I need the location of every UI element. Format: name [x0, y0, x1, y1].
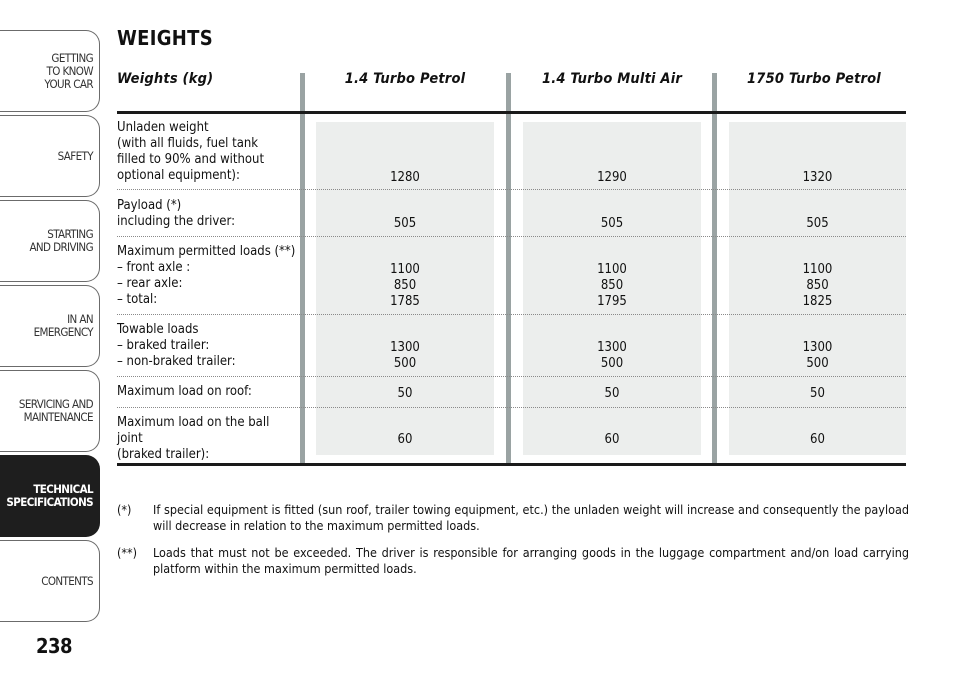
tab-in-an-emergency[interactable]: IN AN EMERGENCY	[0, 285, 100, 367]
value-max-loads-1750-turbo-petrol: 1100 850 1825	[802, 262, 833, 309]
header-1750-turbo-petrol: 1750 Turbo Petrol	[747, 71, 881, 87]
tab-contents[interactable]: CONTENTS	[0, 540, 100, 622]
value-max-loads-1-4-turbo-multi-air: 1100 850 1795	[597, 262, 627, 309]
value-ball-joint-1750-turbo-petrol: 60	[810, 432, 825, 447]
footnote-1	[117, 502, 909, 534]
value-unladen-weight-1750-turbo-petrol: 1320	[802, 170, 833, 185]
value-ball-joint-1-4-turbo-petrol: 60	[397, 432, 413, 447]
value-roof-1750-turbo-petrol: 50	[810, 386, 825, 401]
table-bottom-rule	[117, 463, 906, 466]
value-unladen-weight-1-4-turbo-multi-air: 1290	[597, 170, 627, 185]
footnote-2-mark: (**)	[117, 545, 138, 560]
page-number: 238	[36, 634, 73, 658]
header-1-4-turbo-petrol: 1.4 Turbo Petrol	[344, 71, 466, 87]
footnote-1-mark: (*)	[117, 502, 132, 517]
row-label-max-load-roof: Maximum load on roof:	[117, 384, 252, 399]
footnote-1-text: If special equipment is fitted (sun roof, trailer towing equipment, etc.) the unladen weight will increase and consequently the payload will decrease in relation to the maximum permitted loads.	[153, 502, 909, 533]
row-label-payload: Payload (*) including the driver:	[117, 198, 236, 229]
header-weights: Weights (kg)	[117, 71, 214, 87]
value-payload-1-4-turbo-multi-air: 505	[600, 216, 624, 231]
tab-technical-specifications[interactable]: TECHNICAL SPECIFICATIONS	[0, 455, 100, 537]
tab-servicing-and-maintenance[interactable]: SERVICING AND MAINTENANCE	[0, 370, 100, 452]
row-label-max-load-ball-joint: Maximum load on the ball joint (braked trailer):	[117, 415, 270, 462]
row-label-towable-loads: Towable loads – braked trailer: – non-braked trailer:	[117, 322, 236, 369]
footnote-2	[117, 545, 909, 577]
row-label-unladen-weight: Unladen weight (with all fluids, fuel tank filled to 90% and without optional equipment):	[117, 120, 265, 183]
row-separator	[117, 236, 906, 237]
value-ball-joint-1-4-turbo-multi-air: 60	[604, 432, 620, 447]
row-separator	[117, 314, 906, 315]
tab-getting-to-know-your-car[interactable]: GETTING TO KNOW YOUR CAR	[0, 30, 100, 112]
value-payload-1750-turbo-petrol: 505	[806, 216, 829, 231]
table-top-rule	[117, 111, 906, 114]
row-separator	[117, 189, 906, 190]
row-separator	[117, 376, 906, 377]
value-towable-1750-turbo-petrol: 1300 500	[802, 340, 833, 371]
row-separator	[117, 407, 906, 408]
row-label-max-permitted-loads: Maximum permitted loads (**) – front axle : – rear axle: – total:	[117, 244, 296, 307]
value-towable-1-4-turbo-multi-air: 1300 500	[597, 340, 627, 371]
value-payload-1-4-turbo-petrol: 505	[393, 216, 417, 231]
value-roof-1-4-turbo-petrol: 50	[397, 386, 413, 401]
header-1-4-turbo-multi-air: 1.4 Turbo Multi Air	[541, 71, 683, 87]
value-max-loads-1-4-turbo-petrol: 1100 850 1785	[390, 262, 420, 309]
page-title: WEIGHTS	[117, 26, 213, 50]
footnote-2-text: Loads that must not be exceeded. The driver is responsible for arranging goods in the luggage compartment and/on load carrying platform within the maximum permitted loads.	[153, 545, 909, 576]
tab-safety[interactable]: SAFETY	[0, 115, 100, 197]
value-towable-1-4-turbo-petrol: 1300 500	[390, 340, 420, 371]
value-unladen-weight-1-4-turbo-petrol: 1280	[390, 170, 420, 185]
tab-starting-and-driving[interactable]: STARTING AND DRIVING	[0, 200, 100, 282]
value-roof-1-4-turbo-multi-air: 50	[604, 386, 620, 401]
